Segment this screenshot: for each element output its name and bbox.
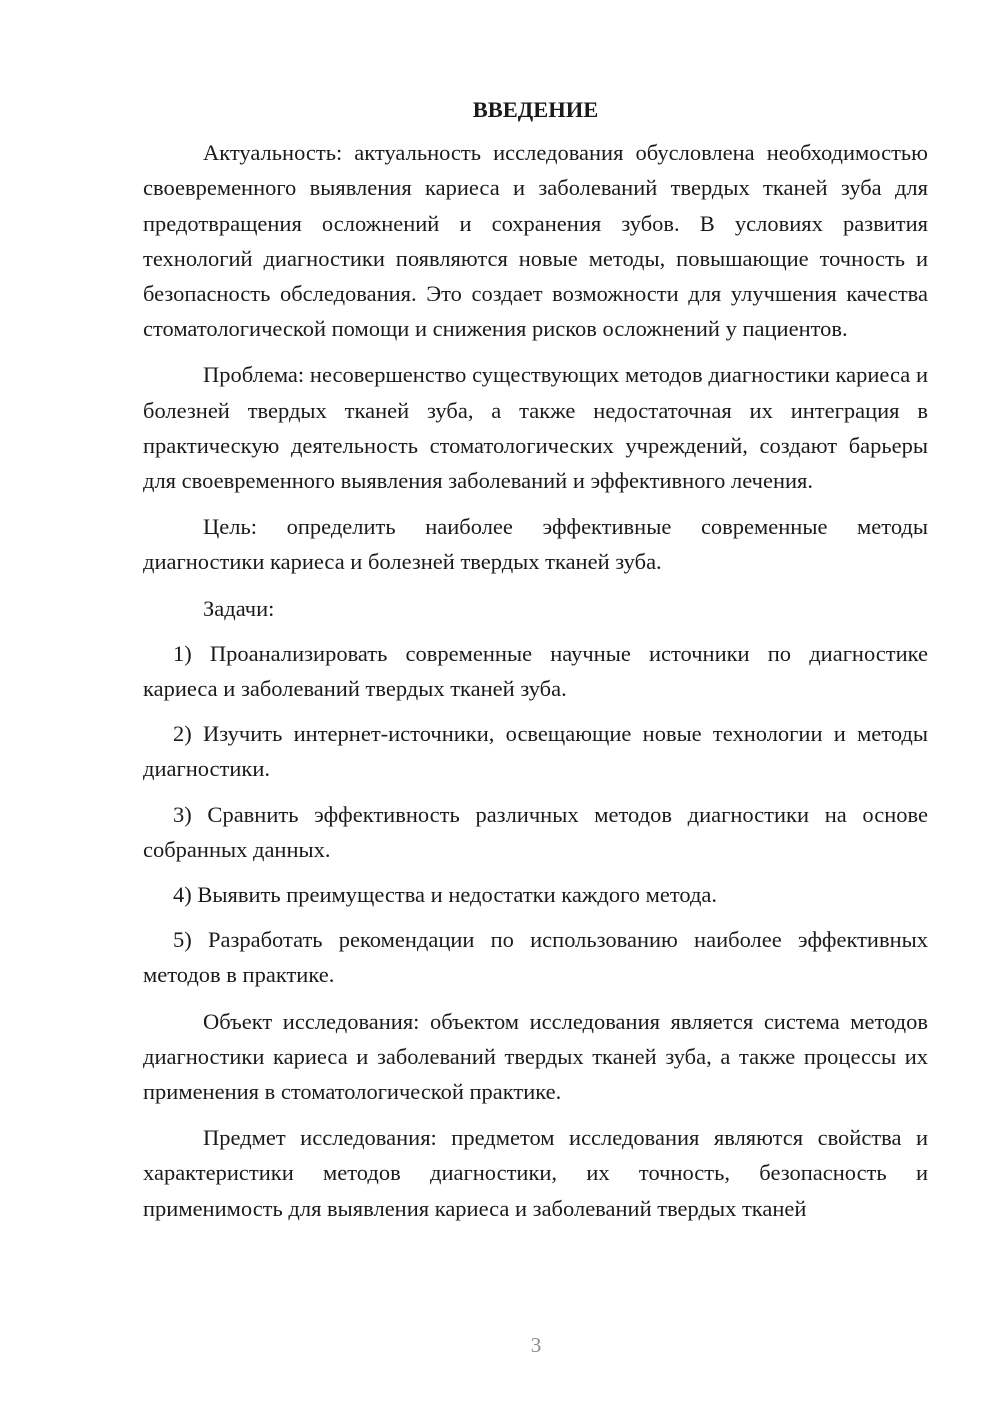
paragraph-subject: Предмет исследования: предметом исследования являются свойства и характеристики методов диагностики, их точность, безопасность и применимость для выявления кариеса и заболеваний твердых тканей <box>143 1125 928 1221</box>
page-number: 3 <box>530 1333 542 1357</box>
list-item-task-3: 3) Сравнить эффективность различных методов диагностики на основе собранных данных. <box>143 801 928 862</box>
page-content <box>143 92 928 1226</box>
list-item-task-4: 4) Выявить преимущества и недостатки каждого метода. <box>173 882 718 908</box>
paragraph-object: Объект исследования: объектом исследования является система методов диагностики кариеса и заболеваний твердых тканей зуба, а также процессы их применения в стоматологической практике. <box>143 1008 928 1105</box>
list-item-task-2: 2) Изучить интернет-источники, освещающие новые технологии и методы диагностики. <box>143 721 928 782</box>
paragraph-tasks-label: Задачи: <box>203 595 275 621</box>
list-item-task-5: 5) Разработать рекомендации по использованию наиболее эффективных методов в практике. <box>143 927 928 988</box>
list-item-task-1: 1) Проанализировать современные научные источники по диагностике кариеса и заболеваний твердых тканей зуба. <box>143 640 928 702</box>
page-title: ВВЕДЕНИЕ <box>472 97 599 122</box>
paragraph-relevance: Актуальность: актуальность исследования обусловлена необходимостью своевременного выявления кариеса и заболеваний твердых тканей зуба для предотвращения осложнений и сохранения зубов. В условиях развития технологий диагностики появляются новые методы, повышающие точность и безопасность обследования. Это создает возможности для улучшения качества стоматологической помощи и снижения рисков осложнений у пациентов. <box>143 140 928 342</box>
paragraph-problem: Проблема: несовершенство существующих методов диагностики кариеса и болезней твердых тканей зуба, а также недостаточная их интеграция в практическую деятельность стоматологических учреждений, создают барьеры для своевременного выявления заболеваний и эффективного лечения. <box>143 362 928 494</box>
paragraph-goal: Цель: определить наиболее эффективные современные методы диагностики кариеса и болезней твердых тканей зуба. <box>143 514 928 575</box>
